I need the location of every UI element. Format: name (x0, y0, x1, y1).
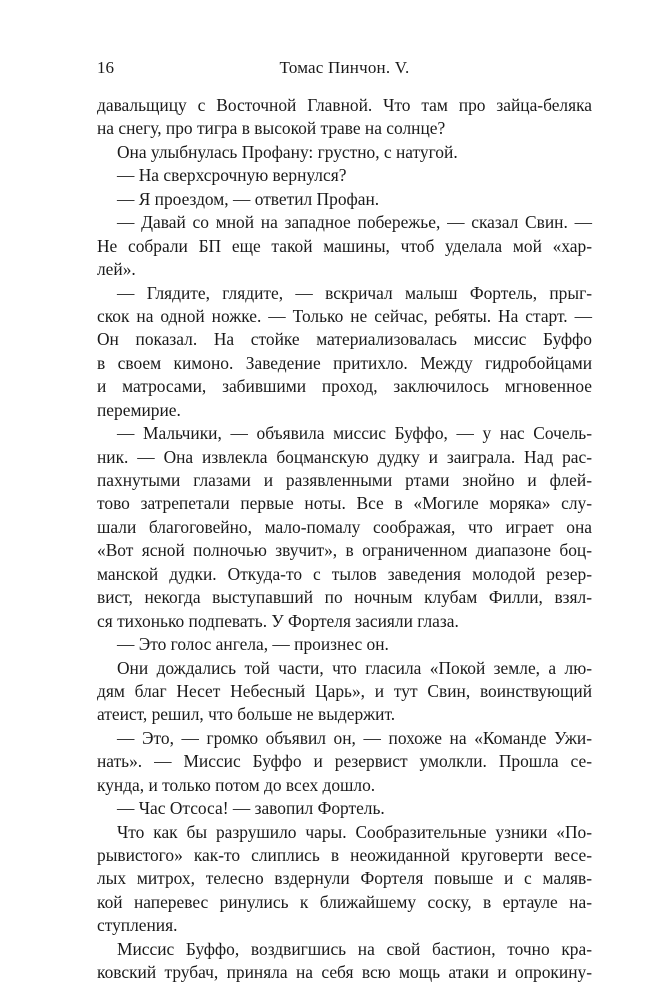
text-line: ся тихонько подпевать. У Фортеля засияли глаза. (97, 610, 459, 631)
text-line: — Это, — громко объявил он, — похоже на «Команде Ужи- (117, 727, 592, 748)
text-line: Она улыбнулась Профану: грустно, с натугой. (117, 141, 458, 162)
text-line: кой наперевес ринулись к ближайшему соску, в ертауле на- (97, 891, 592, 912)
text-line: кунда, и только потом до всех дошло. (97, 774, 376, 795)
text-line: ступления. (97, 915, 178, 936)
text-line: Не собрали БП еще такой машины, чтоб уделала мой «хар- (97, 235, 592, 256)
text-line: давальщицу с Восточной Главной. Что там про зайца-беляка (97, 95, 592, 115)
text-line: ник. — Она извлекла боцманскую дудку и заиграла. Над рас- (97, 446, 592, 467)
text-line: — Глядите, глядите, — вскричал малыш Фортель, прыг- (117, 282, 592, 303)
text-line: Они дождались той части, что гласила «Покой земле, а лю- (117, 657, 592, 678)
text-line: — Час Отсоса! — завопил Фортель. (117, 798, 385, 819)
text-line: манской дудки. Откуда-то с тылов заведения молодой резер- (97, 563, 592, 584)
text-line: — Я проездом, — ответил Профан. (117, 188, 380, 209)
text-line: — На сверхсрочную вернулся? (117, 165, 347, 186)
body-text (97, 94, 592, 985)
text-line: «Вот ясной полночью звучит», в ограниченном диапазоне боц- (97, 540, 592, 561)
text-line: ковский трубач, приняла на себя всю мощь атаки и опрокину- (97, 962, 592, 983)
text-line: пахнутыми глазами и разявленными ртами знойно и флей- (97, 470, 592, 490)
text-line: скок на одной ножке. — Только не сейчас, ребяты. На старт. — (97, 305, 592, 326)
text-line: дям благ Несет Небесный Царь», и тут Свин, воинствующий (97, 680, 592, 701)
text-line: — Давай со мной на западное побережье, — сказал Свин. — (117, 212, 592, 233)
text-line: нать». — Миссис Буффо и резервист умолкли. Прошла се- (97, 751, 592, 772)
text-line: — Мальчики, — объявила миссис Буффо, — у нас Сочель- (117, 423, 592, 444)
text-line: на снегу, про тигра в высокой траве на солнце? (97, 118, 446, 139)
running-head (97, 56, 592, 80)
running-title: Томас Пинчон. V. (279, 58, 410, 77)
page-number: 16 (97, 58, 114, 77)
text-line: перемирие. (97, 399, 181, 420)
text-line: Миссис Буффо, воздвигшись на свой бастион, точно кра- (117, 938, 592, 959)
text-line: лых митрох, телесно вздернули Фортеля повыше и с маляв- (97, 868, 592, 889)
text-line: Он показал. На стойке материализовалась миссис Буффо (97, 329, 592, 350)
text-line: — Это голос ангела, — произнес он. (117, 634, 389, 655)
text-line: атеист, решил, что больше не выдержит. (97, 704, 396, 725)
text-line: лей». (97, 259, 136, 280)
text-line: вист, некогда выступавший по ночным клубам Филли, взял- (97, 587, 592, 608)
text-line: Что как бы разрушило чары. Сообразительные узники «По- (117, 821, 592, 842)
text-line: тово затрепетали первые ноты. Все в «Могиле моряка» слу- (97, 493, 592, 514)
text-line: в своем кимоно. Заведение притихло. Между гидробойцами (97, 352, 592, 373)
text-line: и матросами, забившими проход, заключилось мгновенное (97, 376, 592, 397)
text-line: рывистого» как-то слиплись в неожиданной круговерти весе- (97, 845, 592, 865)
text-line: шали благоговейно, мало-помалу соображая, что играет она (97, 516, 592, 537)
